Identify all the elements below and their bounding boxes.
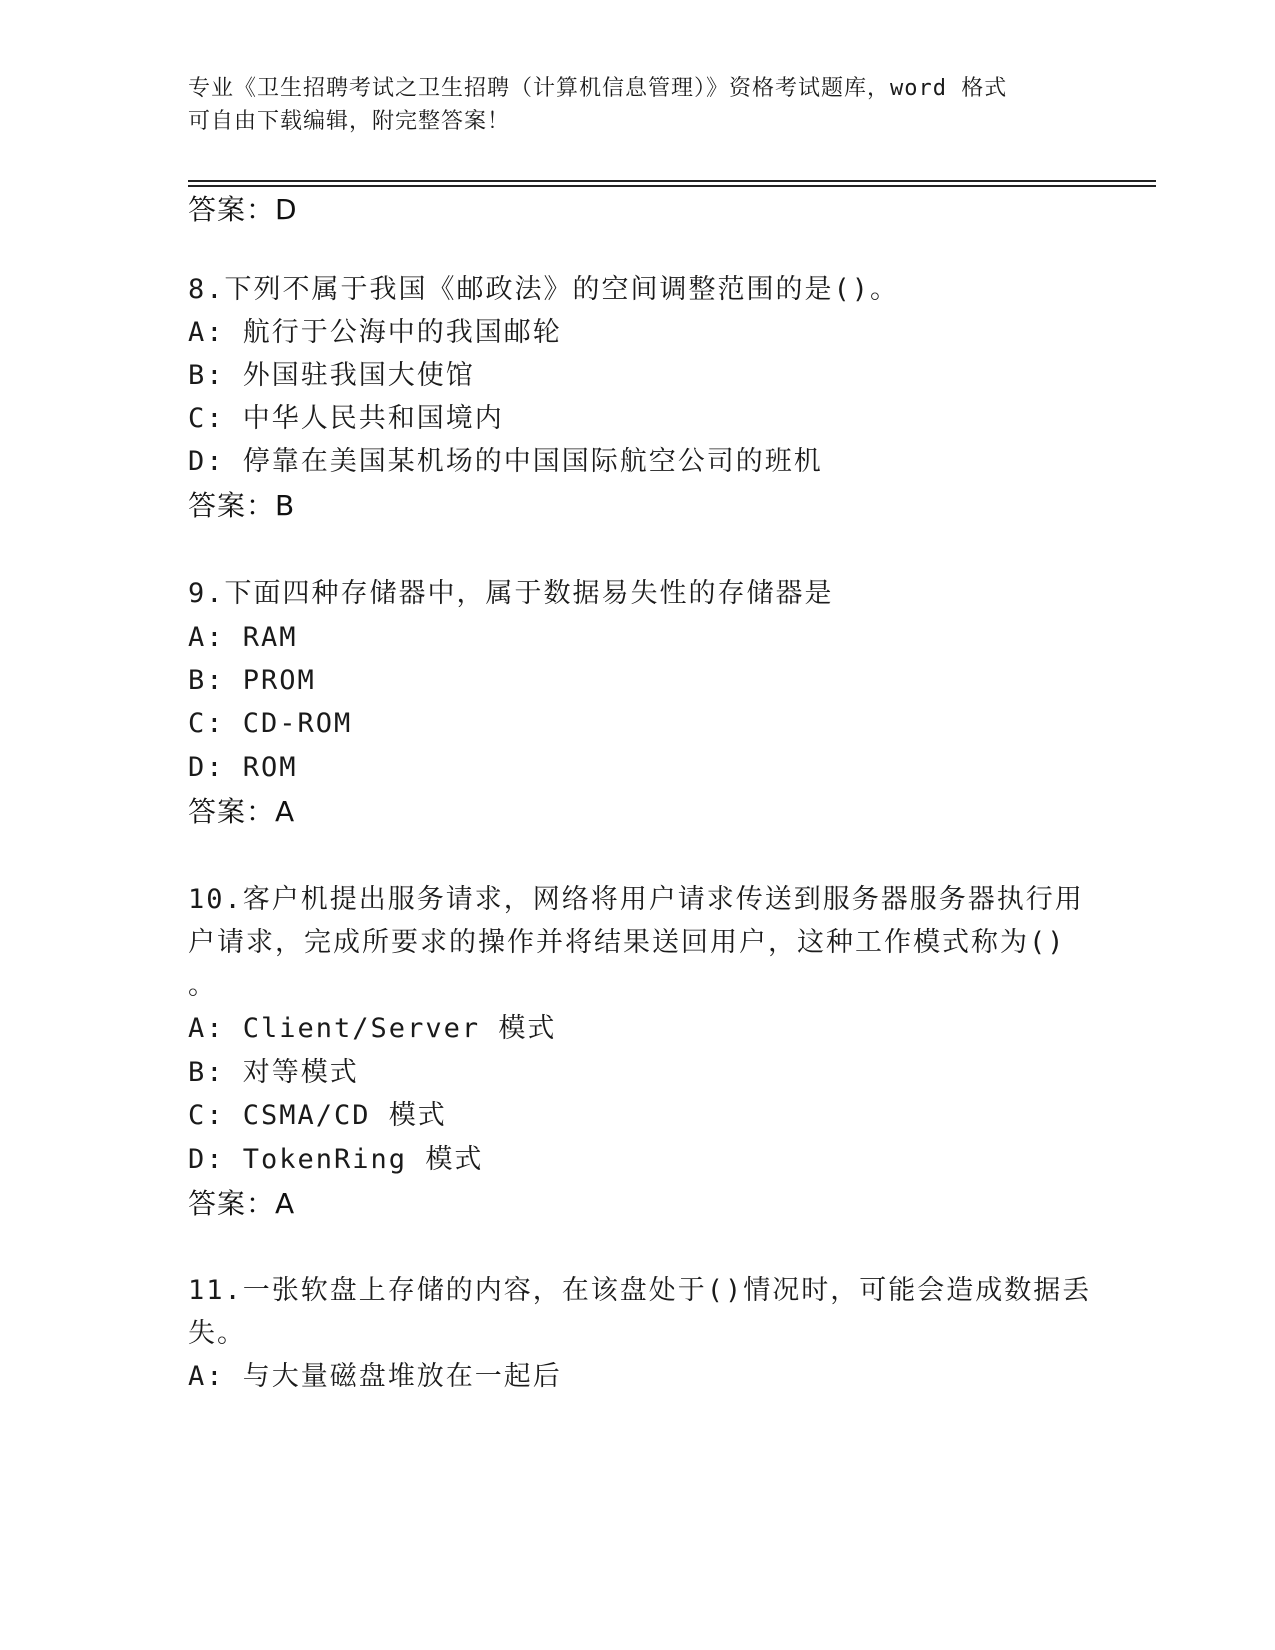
question-10-option-a: A: Client/Server 模式 xyxy=(188,1013,557,1044)
question-8-option-d: D: 停靠在美国某机场的中国国际航空公司的班机 xyxy=(188,446,823,477)
question-10-stem-line-1: 10.客户机提出服务请求，网络将用户请求传送到服务器服务器执行用 xyxy=(188,884,1084,915)
answer-previous: 答案：D xyxy=(188,193,298,226)
header-line-1: 专业《卫生招聘考试之卫生招聘（计算机信息管理）》资格考试题库，word 格式 xyxy=(188,76,1008,101)
question-8-option-b: B: 外国驻我国大使馆 xyxy=(188,360,475,391)
question-11-option-a: A: 与大量磁盘堆放在一起后 xyxy=(188,1361,562,1392)
header-line-2: 可自由下载编辑，附完整答案！ xyxy=(188,109,511,134)
question-9-option-a: A: RAM xyxy=(188,622,298,653)
question-9-option-d: D: ROM xyxy=(188,752,298,783)
question-10-option-d: D: TokenRing 模式 xyxy=(188,1144,484,1175)
question-8-answer: 答案：B xyxy=(188,489,296,522)
question-8-option-a: A: 航行于公海中的我国邮轮 xyxy=(188,317,562,348)
question-9-option-b: B: PROM xyxy=(188,665,316,696)
question-10-answer: 答案：A xyxy=(188,1187,296,1220)
header-divider-top xyxy=(188,180,1156,182)
question-9-option-c: C: CD-ROM xyxy=(188,708,353,739)
question-9-stem: 9.下面四种存储器中，属于数据易失性的存储器是 xyxy=(188,578,834,609)
question-10-option-c: C: CSMA/CD 模式 xyxy=(188,1100,447,1131)
question-9-answer: 答案：A xyxy=(188,795,296,828)
header-divider-bottom xyxy=(188,185,1156,187)
question-8-stem: 8.下列不属于我国《邮政法》的空间调整范围的是()。 xyxy=(188,274,900,305)
question-10-stem-line-2: 户请求，完成所要求的操作并将结果送回用户，这种工作模式称为() xyxy=(188,927,1066,958)
question-10-stem-line-3: 。 xyxy=(188,970,217,1001)
document-header xyxy=(188,72,1068,138)
question-8-option-c: C: 中华人民共和国境内 xyxy=(188,403,504,434)
question-10-option-b: B: 对等模式 xyxy=(188,1057,359,1088)
question-11-stem-line-1: 11.一张软盘上存储的内容，在该盘处于()情况时，可能会造成数据丢 xyxy=(188,1275,1092,1306)
question-11-stem-line-2: 失。 xyxy=(188,1318,246,1349)
